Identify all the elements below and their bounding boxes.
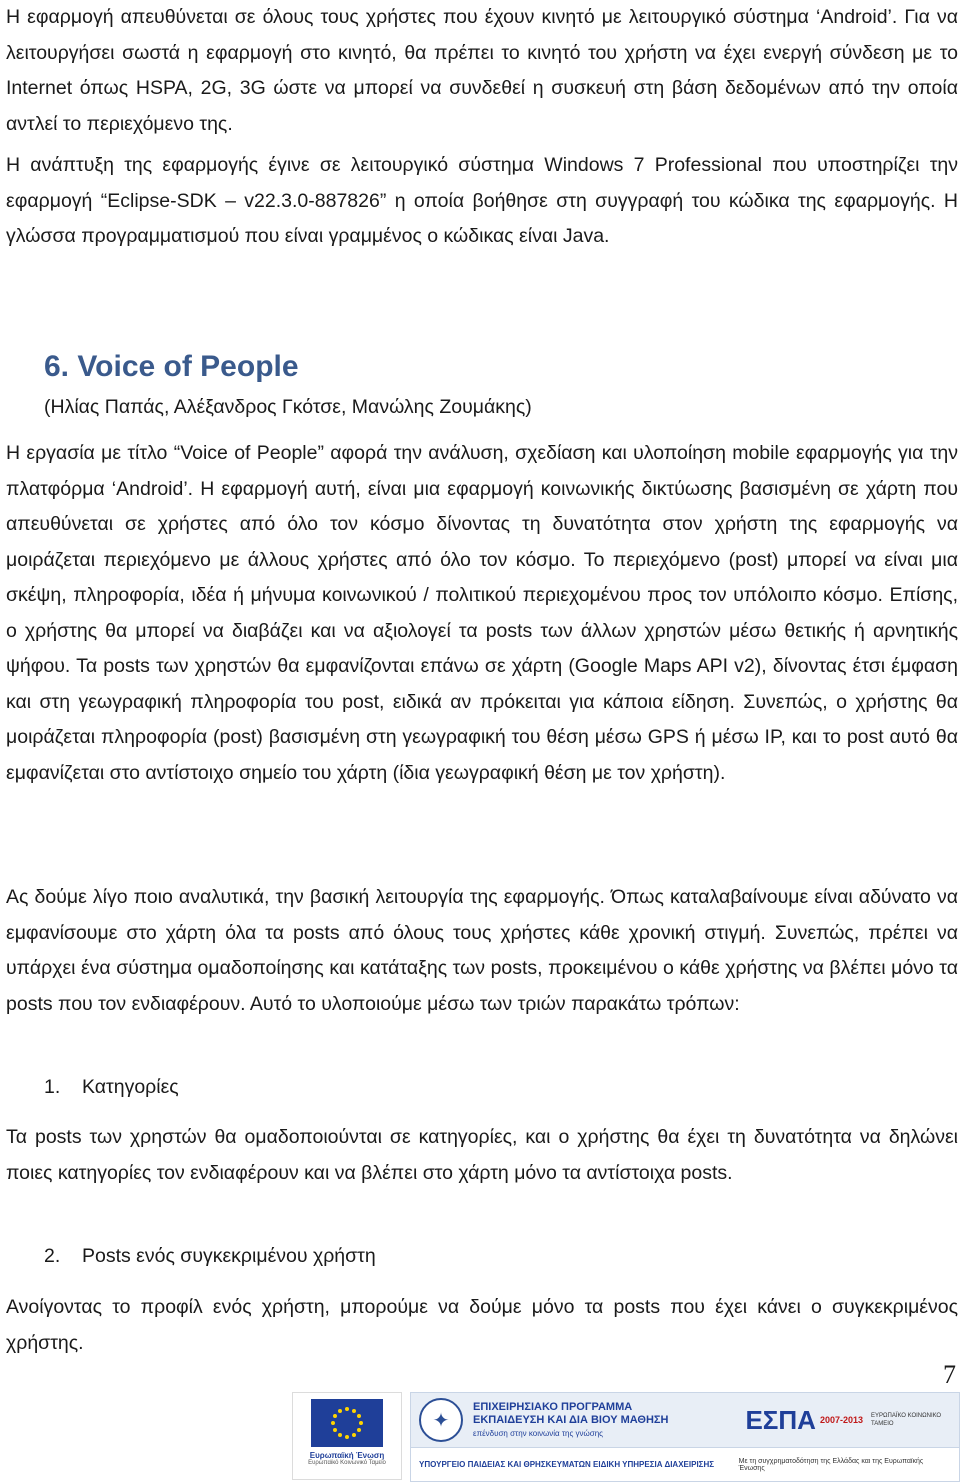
eu-sublabel: Ευρωπαϊκό Κοινωνικό Ταμείο bbox=[308, 1460, 386, 1466]
paragraph-user-posts: Ανοίγοντας το προφίλ ενός χρήστη, μπορούμε να δούμε μόνο τα posts που έχει κάνει ο συγκεκριμένος χρήστης. bbox=[6, 1296, 958, 1354]
paragraph-development-environment: Η ανάπτυξη της εφαρμογής έγινε σε λειτουργικό σύστημα Windows 7 Professional που υποστηρίζει την εφαρμογή “Eclipse-SDK – v22.3.0-887826” η οποία βοήθησε στη συγγραφή του κώδικα της εφαρμογής. Η γλώσσα προγραμματισμού που είναι γραμμένος ο κώδικας είναι Java. bbox=[6, 154, 958, 247]
eu-flag-icon bbox=[311, 1399, 383, 1447]
espa-subtitle: ΕΥΡΩΠΑΪΚΟ ΚΟΙΝΩΝΙΚΟ ΤΑΜΕΙΟ bbox=[871, 1413, 942, 1427]
section-authors: (Ηλίας Παπάς, Αλέξανδρος Γκότσε, Μανώλης Ζουμάκης) bbox=[44, 396, 532, 418]
funding-footer bbox=[292, 1392, 960, 1482]
list-label: Posts ενός συγκεκριμένου χρήστη bbox=[82, 1245, 376, 1267]
list-label: Κατηγορίες bbox=[82, 1076, 179, 1098]
list-item-user-posts bbox=[44, 1245, 376, 1268]
espa-name: ΕΣΠΑ bbox=[745, 1404, 816, 1435]
paragraph-android-requirements: Η εφαρμογή απευθύνεται σε όλους τους χρήστες που έχουν κινητό με λειτουργικό σύστημα ‘Android’. Για να λειτουργήσει σωστά η εφαρμογή στο κινητό, θα πρέπει το κινητό του χρήστη να έχει ενεργή σύνδεση με το Internet όπως HSPA, 2G, 3G ώστε να μπορεί να συνδεθεί η συσκευή στη βάση δεδομένων από την οποία αντλεί το περιεχόμενο της. bbox=[6, 6, 958, 135]
espa-logo bbox=[745, 1405, 951, 1436]
page-number: 7 bbox=[943, 1360, 956, 1389]
section-heading bbox=[44, 350, 299, 384]
program-banner bbox=[410, 1392, 960, 1482]
ministry-label: ΥΠΟΥΡΓΕΙΟ ΠΑΙΔΕΙΑΣ ΚΑΙ ΘΡΗΣΚΕΥΜΑΤΩΝ ΕΙΔΙΚΗ ΥΠΗΡΕΣΙΑ ΔΙΑΧΕΙΡΙΣΗΣ bbox=[419, 1459, 715, 1469]
program-title-text: ΕΠΙΧΕΙΡΗΣΙΑΚΟ ΠΡΟΓΡΑΜΜΑ ΕΚΠΑΙΔΕΥΣΗ ΚΑΙ ΔΙΑ ΒΙΟΥ ΜΑΘΗΣΗ bbox=[473, 1400, 669, 1426]
section-number: 6. bbox=[44, 350, 70, 383]
program-title bbox=[473, 1401, 683, 1440]
paragraph-categories: Τα posts των χρηστών θα ομαδοποιούνται σε κατηγορίες, και ο χρήστης θα έχει τη δυνατότητα να δηλώνει ποιες κατηγορίες τον ενδιαφέρουν και να βλέπει στο χάρτη μόνο τα αντίστοιχα posts. bbox=[6, 1126, 958, 1184]
list-number: 2. bbox=[44, 1245, 61, 1267]
list-item-categories bbox=[44, 1076, 179, 1099]
greek-emblem-icon: ✦ bbox=[419, 1398, 463, 1442]
list-number: 1. bbox=[44, 1076, 61, 1098]
paragraph-basic-functionality: Ας δούμε λίγο ποιο αναλυτικά, την βασική λειτουργία της εφαρμογής. Όπως καταλαβαίνουμε είναι αδύνατο να εμφανίσουμε στο χάρτη όλα τα posts από όλους τους χρήστες κάθε χρονική στιγμή. Συνεπώς, πρέπει να υπάρχει ένα σύστημα ομαδοποίησης και κατάταξης των posts, προκειμένου ο κάθε χρήστης να βλέπει μόνο τα posts που τον ενδιαφέρουν. Αυτό το υλοποιούμε μέσω των τριών παρακάτω τρόπων: bbox=[6, 886, 958, 1015]
program-subtitle: επένδυση στην κοινωνία της γνώσης bbox=[473, 1428, 604, 1438]
eu-logo bbox=[292, 1392, 402, 1480]
section-title: Voice of People bbox=[77, 350, 299, 383]
eu-label: Ευρωπαϊκή Ένωση bbox=[309, 1451, 385, 1460]
cofunding-slogan: Με τη συγχρηματοδότηση της Ελλάδας και της Ευρωπαϊκής Ένωσης bbox=[738, 1457, 924, 1472]
espa-years: 2007-2013 bbox=[819, 1415, 863, 1425]
paragraph-project-description: Η εργασία με τίτλο “Voice of People” αφορά την ανάλυση, σχεδίαση και υλοποίηση mobile εφαρμογής για την πλατφόρμα ‘Android’. Η εφαρμογή αυτή, είναι μια εφαρμογή κοινωνικής δικτύωσης βασισμένη σε χάρτη που απευθύνεται σε χρήστες από όλο τον κόσμο δίνοντας τη δυνατότητα στον χρήστη της εφαρμογής να μοιράζεται περιεχόμενο με άλλους χρήστες από όλο τον κόσμο. Το περιεχόμενο (post) μπορεί να είναι μια σκέψη, πληροφορία, ιδέα ή μήνυμα κοινωνικού / πολιτικού περιεχομένου προς τον υπόλοιπο κόσμο. Επίσης, ο χρήστης θα μπορεί να διαβάζει και να αξιολογεί τα posts των άλλων χρηστών μέσω θετικής ή αρνητικής ψήφου. Τα posts των χρηστών θα εμφανίζονται επάνω σε χάρτη (Google Maps API v2), δίνοντας έτσι έμφαση και στη γεωγραφική πληροφορία του post, ειδικά αν πρόκειται για κάποια είδηση. Συνεπώς, ο χρήστης θα μοιράζεται πληροφορία (post) βασισμένη στη γεωγραφική του θέση μέσω GPS ή μέσω IP, και το post αυτό θα εμφανίζεται στο αντίστοιχο σημείο του χάρτη (ίδια γεωγραφική θέση με τον χρήστη). bbox=[6, 442, 958, 784]
